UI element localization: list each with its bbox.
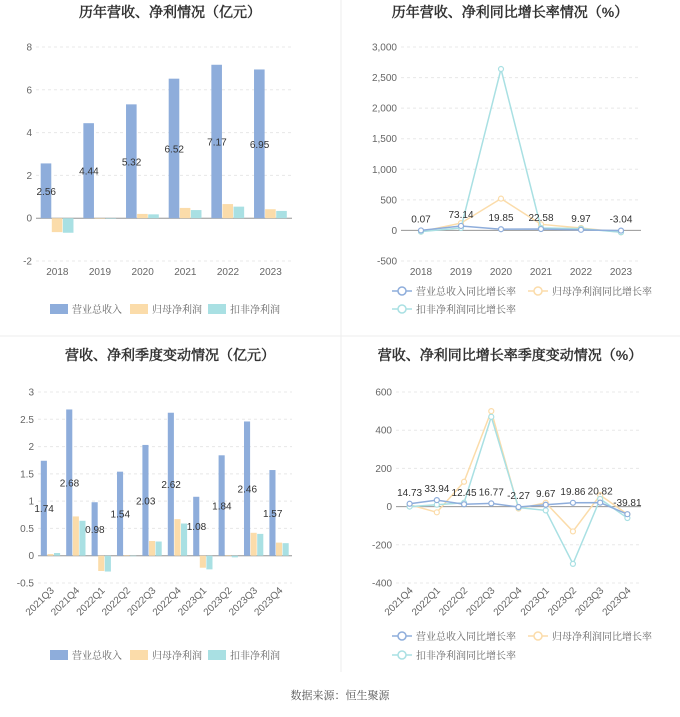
bar-net-profit bbox=[98, 556, 104, 571]
x-tick-label: 2022Q4 bbox=[150, 585, 184, 619]
bar-net-profit bbox=[174, 519, 180, 556]
x-tick-label: 2023Q1 bbox=[176, 585, 210, 619]
x-tick-label: 2021Q3 bbox=[23, 585, 57, 619]
legend-marker bbox=[398, 287, 406, 295]
legend-swatch bbox=[208, 304, 226, 314]
data-label: 6.52 bbox=[164, 144, 184, 156]
legend-label: 营业总收入 bbox=[72, 305, 122, 316]
x-tick-label: 2020 bbox=[489, 267, 513, 278]
series-point bbox=[459, 223, 464, 228]
legend-swatch bbox=[130, 304, 148, 314]
bar-deducted-profit bbox=[63, 218, 74, 233]
x-tick-label: 2023Q3 bbox=[227, 585, 261, 619]
legend-label: 归母净利润 bbox=[152, 651, 202, 662]
y-tick-label: 0 bbox=[28, 551, 34, 563]
series-line-deducted-profit bbox=[421, 69, 621, 232]
series-point bbox=[579, 227, 584, 232]
x-tick-label: 2022 bbox=[216, 267, 240, 278]
y-tick-label: 2,500 bbox=[371, 73, 397, 85]
x-tick-label: 2022Q1 bbox=[410, 585, 443, 619]
legend-item bbox=[392, 285, 516, 298]
legend-swatch bbox=[208, 650, 226, 660]
legend-label: 扣非净利润同比增长率 bbox=[416, 651, 516, 662]
x-tick-label: 2022Q2 bbox=[437, 585, 471, 619]
y-tick-label: -2 bbox=[23, 256, 32, 268]
series-point bbox=[499, 227, 504, 232]
data-label: 19.86 bbox=[560, 486, 586, 498]
legend-label: 营业总收入同比增长率 bbox=[416, 632, 516, 643]
data-label: 12.45 bbox=[451, 488, 477, 500]
legend-marker bbox=[398, 632, 406, 640]
x-tick-label: 2019 bbox=[88, 267, 112, 278]
data-label: 1.54 bbox=[110, 509, 131, 521]
x-tick-label: 2022Q3 bbox=[464, 585, 498, 619]
x-tick-label: 2022Q1 bbox=[74, 585, 108, 619]
series-point bbox=[570, 561, 575, 566]
data-label: -39.81 bbox=[613, 498, 642, 510]
y-tick-label: 1.5 bbox=[20, 469, 34, 481]
legend-item bbox=[130, 303, 202, 316]
bar-net-profit bbox=[149, 541, 155, 556]
legend-item bbox=[528, 285, 652, 298]
y-tick-label: 4 bbox=[26, 128, 32, 140]
data-label: 5.32 bbox=[121, 157, 142, 169]
y-tick-label: 2 bbox=[26, 170, 32, 182]
legend-label: 归母净利润同比增长率 bbox=[552, 632, 652, 643]
bar-net-profit bbox=[52, 218, 63, 232]
series-point bbox=[570, 500, 575, 505]
bar-net-profit bbox=[137, 214, 148, 218]
y-tick-label: 8 bbox=[26, 42, 32, 54]
data-label: 9.67 bbox=[535, 488, 556, 500]
bar-net-profit bbox=[180, 208, 191, 218]
bar-deducted-profit bbox=[191, 210, 202, 218]
series-point bbox=[407, 501, 412, 506]
series-point bbox=[489, 501, 494, 506]
series-point bbox=[625, 512, 630, 517]
bar-net-profit bbox=[222, 204, 233, 218]
legend-item bbox=[392, 649, 516, 662]
legend-swatch bbox=[50, 650, 68, 660]
data-label: 1.08 bbox=[186, 522, 207, 534]
x-tick-label: 2021 bbox=[174, 267, 197, 278]
x-tick-label: 2023Q2 bbox=[546, 585, 580, 619]
y-tick-label: 1,000 bbox=[371, 164, 397, 176]
y-tick-label: 500 bbox=[380, 195, 397, 207]
data-label: -2.27 bbox=[507, 491, 530, 503]
data-label: 9.97 bbox=[571, 213, 591, 225]
x-tick-label: 2023Q4 bbox=[252, 585, 286, 619]
data-label: 1.84 bbox=[212, 501, 232, 513]
x-tick-label: 2023Q1 bbox=[518, 585, 552, 619]
data-label: 2.62 bbox=[161, 480, 181, 492]
data-label: 16.77 bbox=[478, 487, 504, 499]
series-point bbox=[434, 510, 439, 515]
legend-label: 归母净利润同比增长率 bbox=[552, 287, 652, 298]
y-tick-label: 2.5 bbox=[20, 414, 34, 426]
y-tick-label: 0.5 bbox=[20, 523, 34, 535]
bar-net-profit bbox=[124, 555, 130, 556]
bar-deducted-profit bbox=[156, 542, 162, 556]
data-label: 14.73 bbox=[397, 487, 423, 499]
y-tick-label: 600 bbox=[375, 387, 392, 399]
legend-item bbox=[50, 649, 122, 662]
data-label: -3.04 bbox=[609, 214, 633, 226]
legend-item bbox=[392, 630, 516, 643]
data-label: 6.95 bbox=[249, 139, 270, 151]
legend-label: 扣非净利润同比增长率 bbox=[416, 305, 516, 316]
legend-label: 营业总收入同比增长率 bbox=[416, 287, 516, 298]
x-tick-label: 2021Q4 bbox=[382, 585, 416, 619]
y-tick-label: 2 bbox=[28, 442, 34, 454]
data-label: 1.74 bbox=[34, 504, 54, 516]
data-label: 22.58 bbox=[528, 213, 554, 225]
series-point bbox=[419, 228, 424, 233]
bar-deducted-profit bbox=[257, 534, 263, 556]
chart-title: 历年营收、净利同比增长率情况（%） bbox=[391, 4, 629, 20]
x-tick-label: 2020 bbox=[131, 267, 154, 278]
legend-swatch bbox=[50, 304, 68, 314]
data-label: 19.85 bbox=[488, 213, 514, 225]
x-tick-label: 2022 bbox=[569, 267, 593, 278]
legend-label: 营业总收入 bbox=[72, 651, 122, 662]
bar-net-profit bbox=[225, 555, 231, 556]
series-point bbox=[543, 502, 548, 507]
series-point bbox=[516, 505, 521, 510]
bar-net-profit bbox=[251, 533, 257, 556]
legend-item bbox=[130, 649, 202, 662]
series-point bbox=[619, 228, 624, 233]
data-source-note: 数据来源：恒生聚源 bbox=[290, 690, 390, 702]
data-label: 1.57 bbox=[262, 508, 283, 520]
y-tick-label: -400 bbox=[371, 578, 392, 590]
bar-deducted-profit bbox=[276, 211, 287, 218]
legend-item bbox=[392, 303, 516, 316]
data-label: 2.46 bbox=[237, 484, 258, 496]
chart-title: 历年营收、净利情况（亿元） bbox=[79, 4, 261, 20]
x-tick-label: 2022Q3 bbox=[125, 585, 159, 619]
legend-swatch bbox=[130, 650, 148, 660]
x-tick-label: 2023Q3 bbox=[573, 585, 607, 619]
bar-net-profit bbox=[73, 516, 79, 555]
y-tick-label: 3,000 bbox=[371, 42, 397, 54]
y-tick-label: 2,000 bbox=[371, 103, 397, 115]
legend-item bbox=[528, 630, 652, 643]
x-tick-label: 2018 bbox=[409, 267, 433, 278]
x-tick-label: 2023Q4 bbox=[600, 585, 634, 619]
legend-marker bbox=[534, 287, 542, 295]
y-tick-label: 400 bbox=[375, 425, 392, 437]
series-point bbox=[539, 227, 544, 232]
bar-net-profit bbox=[276, 543, 282, 556]
legend-item bbox=[208, 303, 280, 316]
chart-panel-4 bbox=[372, 347, 652, 662]
series-point bbox=[543, 508, 548, 513]
y-tick-label: -0.5 bbox=[16, 578, 34, 590]
series-point bbox=[598, 500, 603, 505]
series-point bbox=[499, 67, 504, 72]
y-tick-label: 0 bbox=[26, 213, 32, 225]
y-tick-label: -500 bbox=[376, 256, 397, 268]
series-point bbox=[489, 414, 494, 419]
legend-label: 归母净利润 bbox=[152, 305, 202, 316]
legend-marker bbox=[398, 651, 406, 659]
legend-item bbox=[50, 303, 122, 316]
legend-item bbox=[208, 649, 280, 662]
x-tick-label: 2019 bbox=[449, 267, 473, 278]
data-label: 73.14 bbox=[448, 209, 474, 221]
bar-deducted-profit bbox=[232, 556, 238, 558]
chart-panel-1 bbox=[23, 4, 292, 316]
bar-deducted-profit bbox=[106, 218, 117, 219]
x-tick-label: 2022Q4 bbox=[491, 585, 525, 619]
bar-deducted-profit bbox=[234, 207, 245, 219]
chart-panel-2 bbox=[372, 4, 652, 316]
bar-net-profit bbox=[200, 556, 206, 568]
bar-deducted-profit bbox=[105, 556, 111, 572]
data-label: 33.94 bbox=[424, 484, 450, 496]
y-tick-label: 6 bbox=[26, 85, 32, 97]
y-tick-label: 1 bbox=[28, 496, 34, 508]
data-label: 2.68 bbox=[59, 478, 80, 490]
data-label: 2.03 bbox=[135, 496, 156, 508]
x-tick-label: 2018 bbox=[46, 267, 69, 278]
x-tick-label: 2023Q2 bbox=[201, 585, 235, 619]
legend-label: 扣非净利润 bbox=[230, 305, 280, 316]
data-label: 20.82 bbox=[587, 486, 613, 498]
bar-net-profit bbox=[94, 218, 105, 219]
y-tick-label: 0 bbox=[391, 225, 397, 237]
legend-label: 扣非净利润 bbox=[230, 651, 280, 662]
bar-deducted-profit bbox=[130, 556, 136, 557]
chart-title: 营收、净利同比增长率季度变动情况（%） bbox=[377, 347, 643, 363]
x-tick-label: 2023 bbox=[259, 267, 282, 278]
bar-deducted-profit bbox=[283, 543, 289, 556]
y-tick-label: -200 bbox=[371, 540, 392, 552]
y-tick-label: 0 bbox=[386, 502, 392, 514]
x-tick-label: 2022Q2 bbox=[100, 585, 134, 619]
legend-marker bbox=[534, 632, 542, 640]
bar-deducted-profit bbox=[54, 553, 60, 556]
bar-net-profit bbox=[265, 209, 276, 218]
series-point bbox=[489, 409, 494, 414]
data-label: 4.44 bbox=[79, 166, 99, 178]
data-label: 7.17 bbox=[207, 137, 227, 149]
x-tick-label: 2021Q4 bbox=[49, 585, 83, 619]
bar-deducted-profit bbox=[206, 556, 212, 570]
y-tick-label: 3 bbox=[28, 387, 34, 399]
y-tick-label: 1,500 bbox=[371, 134, 397, 146]
series-point bbox=[499, 196, 504, 201]
series-point bbox=[434, 498, 439, 503]
bar-deducted-profit bbox=[148, 214, 159, 218]
x-tick-label: 2021 bbox=[529, 267, 553, 278]
series-point bbox=[462, 479, 467, 484]
series-point bbox=[570, 529, 575, 534]
chart-panel-3 bbox=[17, 347, 292, 662]
x-tick-label: 2023 bbox=[609, 267, 633, 278]
chart-title: 营收、净利季度变动情况（亿元） bbox=[65, 347, 275, 363]
data-label: 0.07 bbox=[411, 214, 431, 226]
data-label: 0.98 bbox=[85, 524, 105, 536]
series-point bbox=[462, 502, 467, 507]
data-label: 2.56 bbox=[36, 186, 56, 198]
bar-net-profit bbox=[47, 554, 53, 556]
legend-marker bbox=[398, 305, 406, 313]
y-tick-label: 200 bbox=[375, 463, 392, 475]
